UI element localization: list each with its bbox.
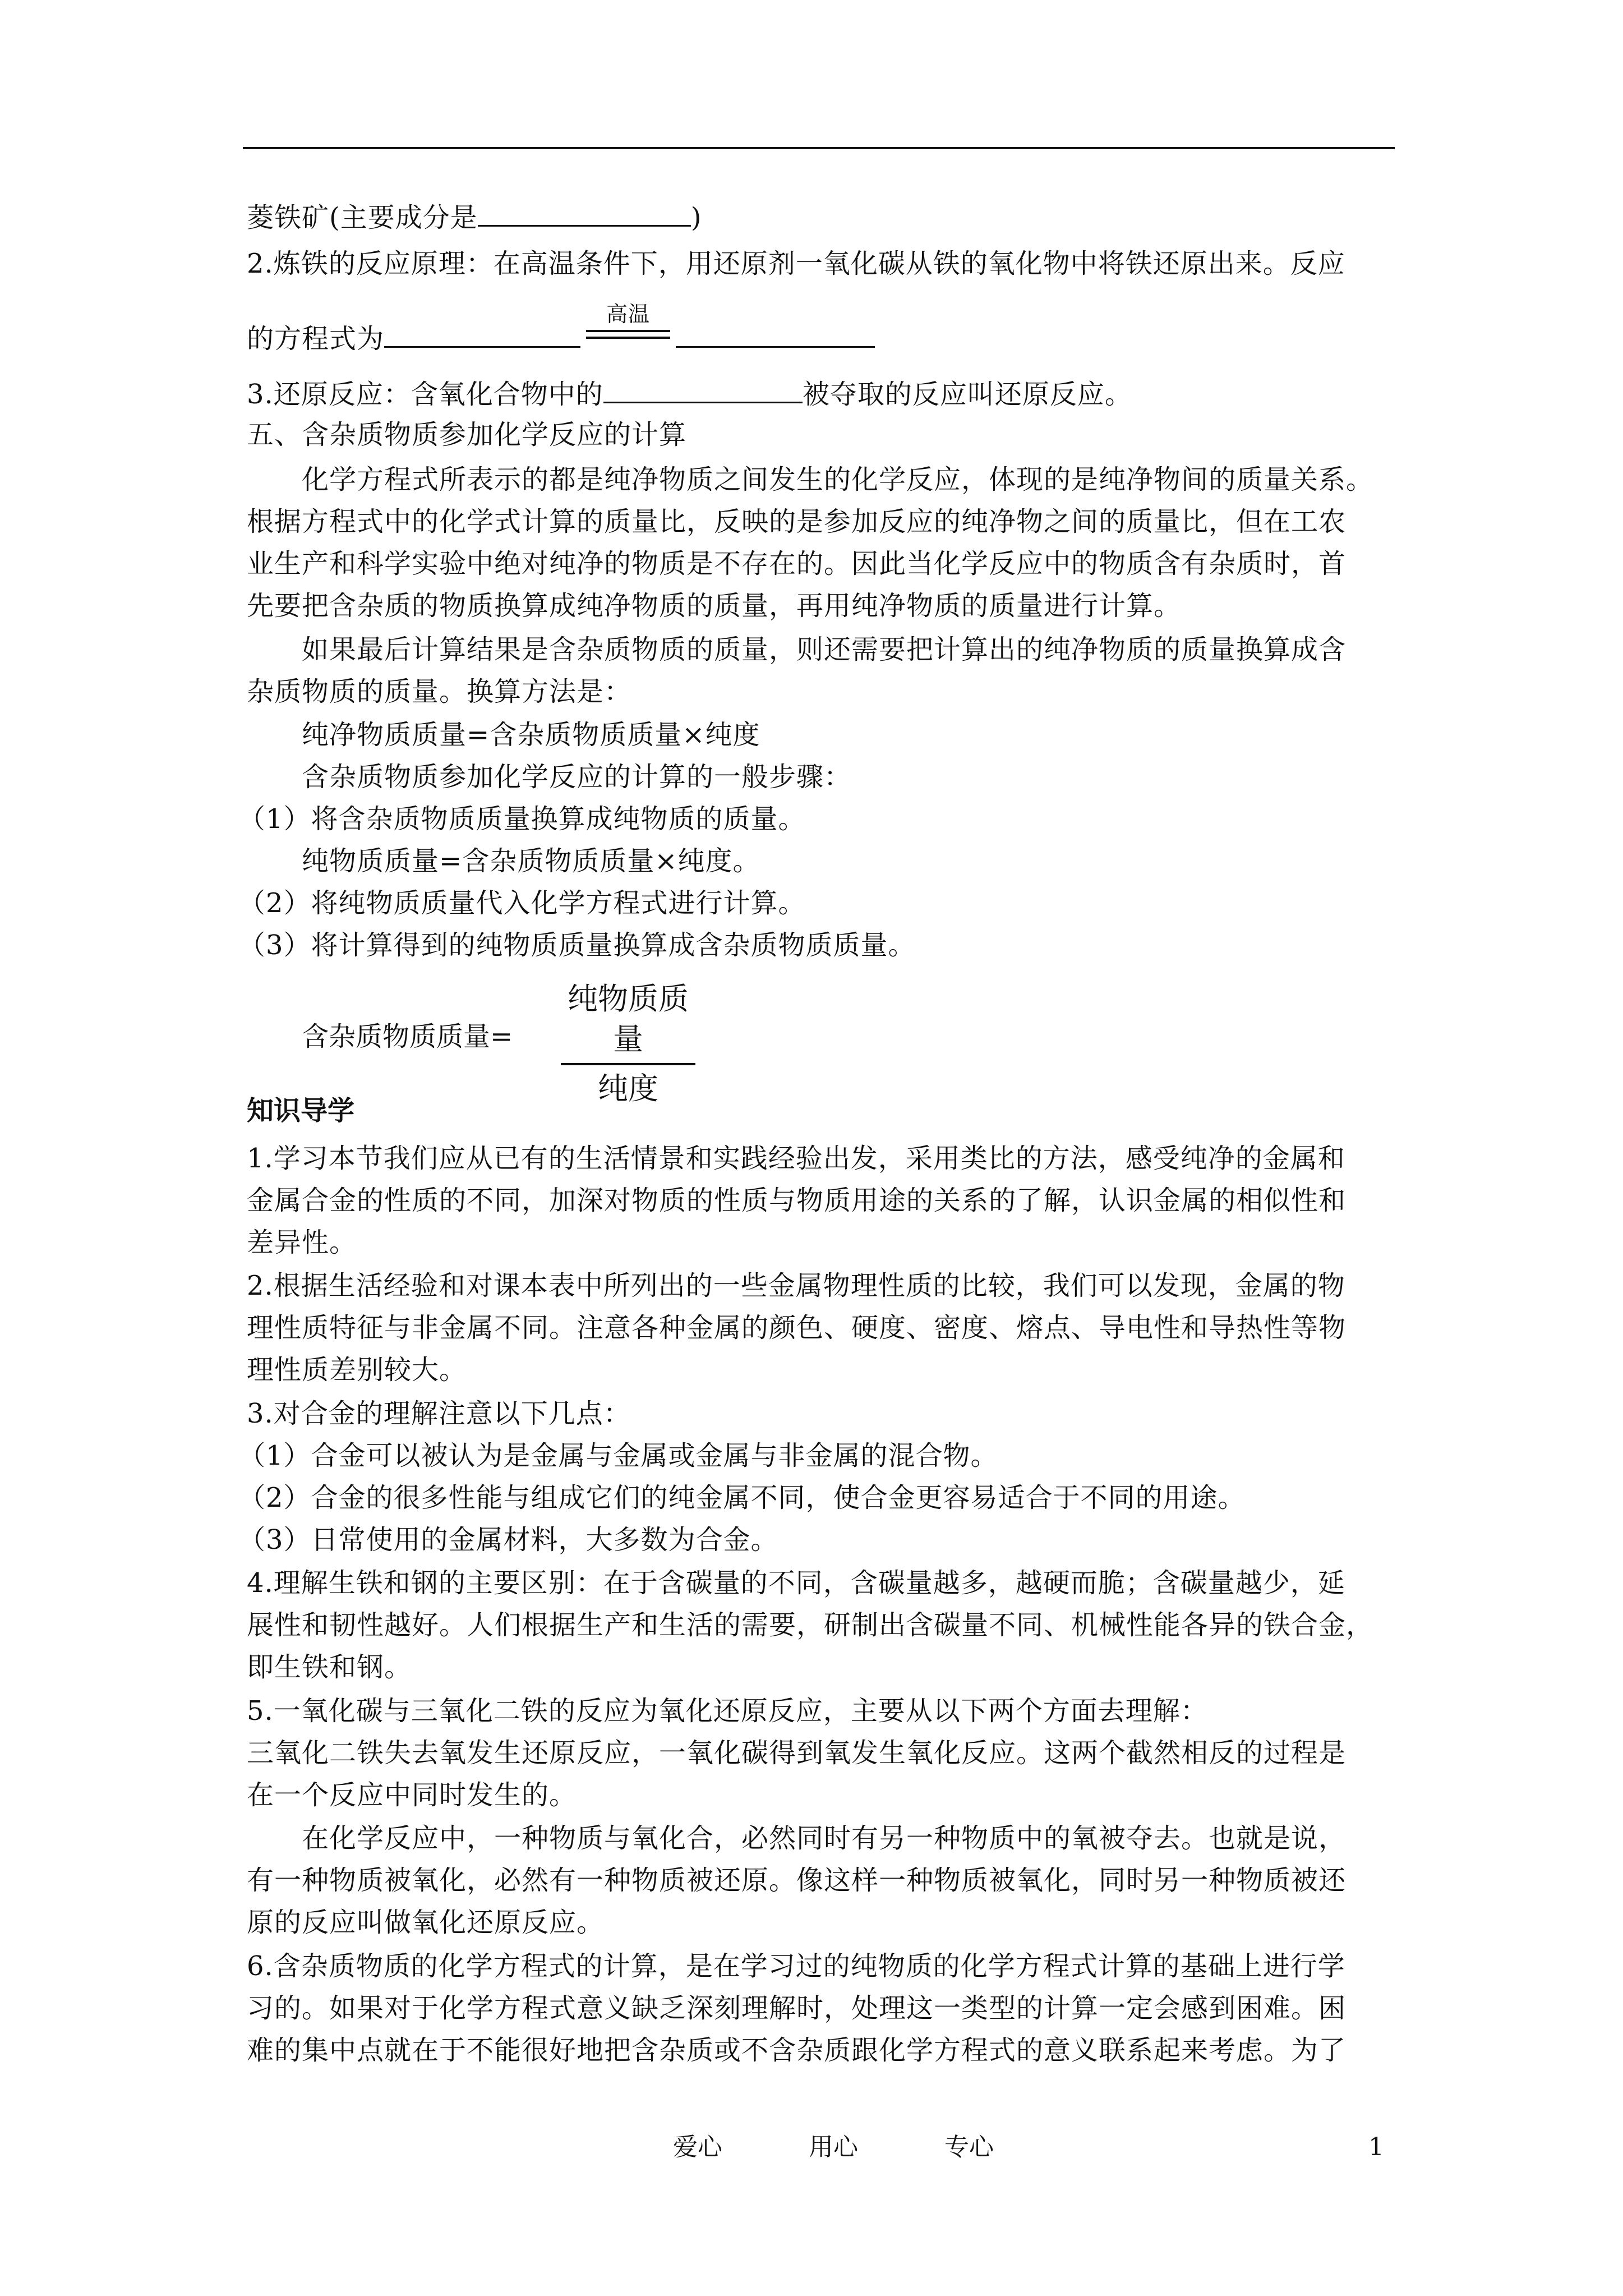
text-line: 化学方程式所表示的都是纯净物质之间发生的化学反应，体现的是纯净物间的质量关系。 (302, 464, 1374, 495)
formula-line: 纯净物质质量=含杂质物质质量×纯度 (302, 719, 760, 751)
text-line: 在一个反应中同时发生的。 (247, 1779, 577, 1811)
text-line: 难的集中点就在于不能很好地把含杂质或不含杂质跟化学方程式的意义联系起来考虑。为了 (247, 2035, 1347, 2066)
text-line: 展性和韧性越好。人们根据生产和生活的需要，研制出含碳量不同、机械性能各异的铁合金， (247, 1609, 1374, 1641)
text-line: 3.对合金的理解注意以下几点： (247, 1398, 631, 1429)
list-item: （1）合金可以被认为是金属与金属或金属与非金属的混合物。 (238, 1440, 998, 1471)
text-line: 菱铁矿(主要成分是 ) (247, 199, 702, 234)
reaction-condition: 高温 (586, 314, 670, 348)
text-line: 差异性。 (247, 1227, 357, 1258)
equation-line: 的方程式为 高温 (247, 314, 875, 356)
page-number: 1 (1368, 2133, 1384, 2161)
section-heading: 五、含杂质物质参加化学反应的计算 (247, 419, 687, 450)
text-line: 金属合金的性质的不同，加深对物质的性质与物质用途的关系的了解，认识金属的相似性和 (247, 1185, 1347, 1216)
fraction-numerator: 纯物质质量 (568, 981, 689, 1057)
fraction-denominator: 纯度 (598, 1071, 658, 1106)
text-line: 杂质物质的质量。换算方法是： (247, 676, 632, 707)
footer-word: 用心 (809, 2133, 858, 2161)
text-line: 含杂质物质参加化学反应的计算的一般步骤： (302, 761, 852, 793)
list-item: （2）合金的很多性能与组成它们的纯金属不同，使合金更容易适合于不同的用途。 (238, 1482, 1246, 1513)
text-line: 3.还原反应：含氧化合物中的 被夺取的反应叫还原反应。 (247, 376, 1132, 411)
footer-word: 专心 (944, 2133, 994, 2161)
answer-blank[interactable] (384, 320, 580, 348)
text-line: 理性质特征与非金属不同。注意各种金属的颜色、硬度、密度、熔点、导电性和导热性等物 (247, 1312, 1347, 1343)
text-line: 习的。如果对于化学方程式意义缺乏深刻理解时，处理这一类型的计算一定会感到困难。困 (247, 1993, 1347, 2024)
text-line: 即生铁和钢。 (247, 1651, 412, 1683)
text-line: 三氧化二铁失去氧发生还原反应，一氧化碳得到氧发生氧化反应。这两个截然相反的过程是 (247, 1737, 1347, 1769)
answer-blank[interactable] (478, 199, 691, 227)
answer-blank[interactable] (603, 376, 803, 403)
fraction-formula (561, 979, 695, 1109)
text-line: 5.一氧化碳与三氧化二铁的反应为氧化还原反应，主要从以下两个方面去理解： (247, 1695, 1208, 1727)
text-line: 业生产和科学实验中绝对纯净的物质是不存在的。因此当化学反应中的物质含有杂质时，首 (247, 548, 1347, 579)
answer-blank[interactable] (676, 320, 875, 348)
text-line: 根据方程式中的化学式计算的质量比，反映的是参加反应的纯净物之间的质量比，但在工农 (247, 506, 1347, 537)
step-item: （1）将含杂质物质质量换算成纯物质的质量。 (238, 803, 806, 835)
step-item: （3）将计算得到的纯物质质量换算成含杂质物质质量。 (238, 930, 916, 961)
header-rule (243, 147, 1395, 149)
text-line: 理性质差别较大。 (247, 1354, 467, 1386)
text-line: 先要把含杂质的物质换算成纯净物质的质量，再用纯净物质的质量进行计算。 (247, 590, 1182, 622)
list-item: （3）日常使用的金属材料，大多数为合金。 (238, 1524, 778, 1556)
text-line: 2.炼铁的反应原理：在高温条件下，用还原剂一氧化碳从铁的氧化物中将铁还原出来。反应 (247, 248, 1345, 279)
footer-word: 爱心 (673, 2133, 722, 2161)
text-line: 有一种物质被氧化，必然有一种物质被还原。像这样一种物质被氧化，同时另一种物质被还 (247, 1865, 1347, 1896)
text-line: 在化学反应中，一种物质与氧化合，必然同时有另一种物质中的氧被夺去。也就是说， (302, 1823, 1347, 1854)
text-line: 6.含杂质物质的化学方程式的计算，是在学习过的纯物质的化学方程式计算的基础上进行学 (247, 1950, 1345, 1982)
section-title: 知识导学 (247, 1095, 355, 1126)
fraction-label: 含杂质物质质量= (302, 1021, 513, 1052)
step-item: （2）将纯物质质量代入化学方程式进行计算。 (238, 887, 806, 919)
formula-line: 纯物质质量=含杂质物质质量×纯度。 (302, 845, 760, 877)
footer-slogan (673, 2132, 1039, 2163)
text-line: 4.理解生铁和钢的主要区别：在于含碳量的不同，含碳量越多，越硬而脆；含碳量越少，延 (247, 1567, 1345, 1599)
text-line: 原的反应叫做氧化还原反应。 (247, 1907, 605, 1938)
text-line: 1.学习本节我们应从已有的生活情景和实践经验出发，采用类比的方法，感受纯净的金属和 (247, 1143, 1345, 1174)
text-line: 2.根据生活经验和对课本表中所列出的一些金属物理性质的比较，我们可以发现，金属的物 (247, 1270, 1345, 1301)
fraction-bar (561, 1063, 695, 1065)
text-line: 如果最后计算结果是含杂质物质的质量，则还需要把计算出的纯净物质的质量换算成含 (302, 634, 1347, 665)
